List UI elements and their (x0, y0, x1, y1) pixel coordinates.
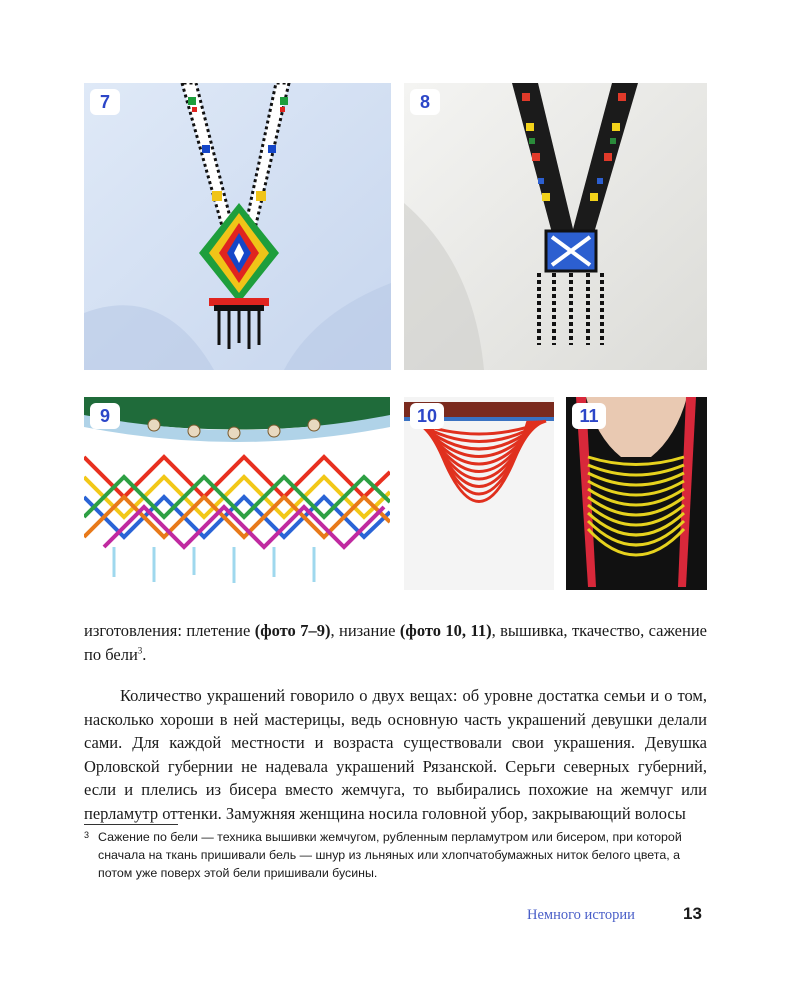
photo-number-badge: 7 (90, 89, 120, 115)
photo-number-badge: 11 (572, 403, 606, 429)
para1-text-1: изготовления: плетение (84, 621, 255, 640)
photo-number-badge: 9 (90, 403, 120, 429)
body-paragraph-1 (84, 619, 707, 666)
photo-ref-7-9: (фото 7–9) (254, 621, 331, 640)
photo-10 (404, 397, 554, 590)
page-number: 13 (683, 904, 702, 923)
body-paragraph-2: Количество украшений говорило о двух вещах: об уровне достатка семьи и о том, насколько хороши в ней мастерицы, ведь основную часть украшений девушки делали сами. Для каждой местности и возраста существовали свои украшения. Девушка Орловской губернии не надевала украшений Рязанской. Серьги северных губерний, если и плелись из бисера вместо жемчуга, то выбирались похожие на жемчуг или перламутр оттенки. Замужняя женщина носила головной убор, закрывающий волосы (84, 686, 707, 823)
photo-number-badge: 8 (410, 89, 440, 115)
footnote-divider (84, 824, 178, 825)
footnote (84, 828, 707, 882)
footnote-reference: 3 (137, 645, 143, 655)
footnote-mark: 3 (84, 830, 90, 840)
beaded-collar-multicolor-photo (84, 397, 390, 590)
running-title: Немного истории (527, 907, 635, 923)
photo-11 (566, 397, 707, 590)
footnote-text: Сажение по бели — техника вышивки жемчугом, рубленным перламутром или бисером, при которой сначала на ткань пришивали бель — шнур из льняных или хлопчатобумажных ниток белого цвета, а потом уже поверх этой бели пришивали бусины. (98, 830, 682, 880)
photo-number-badge: 10 (410, 403, 444, 429)
beaded-necklace-geometric-pendant-photo (84, 83, 391, 370)
photo-9 (84, 397, 390, 590)
photo-8 (404, 83, 707, 370)
photo-ref-10-11: (фото 10, 11) (399, 621, 492, 640)
para1-text-3: , вышивка, ткачество, сажение по бели (84, 621, 707, 664)
photo-7 (84, 83, 391, 370)
beaded-necklace-fringe-pendant-photo (404, 83, 707, 370)
para1-text-4: . (142, 644, 147, 664)
para1-text-2: , низание (330, 621, 400, 640)
